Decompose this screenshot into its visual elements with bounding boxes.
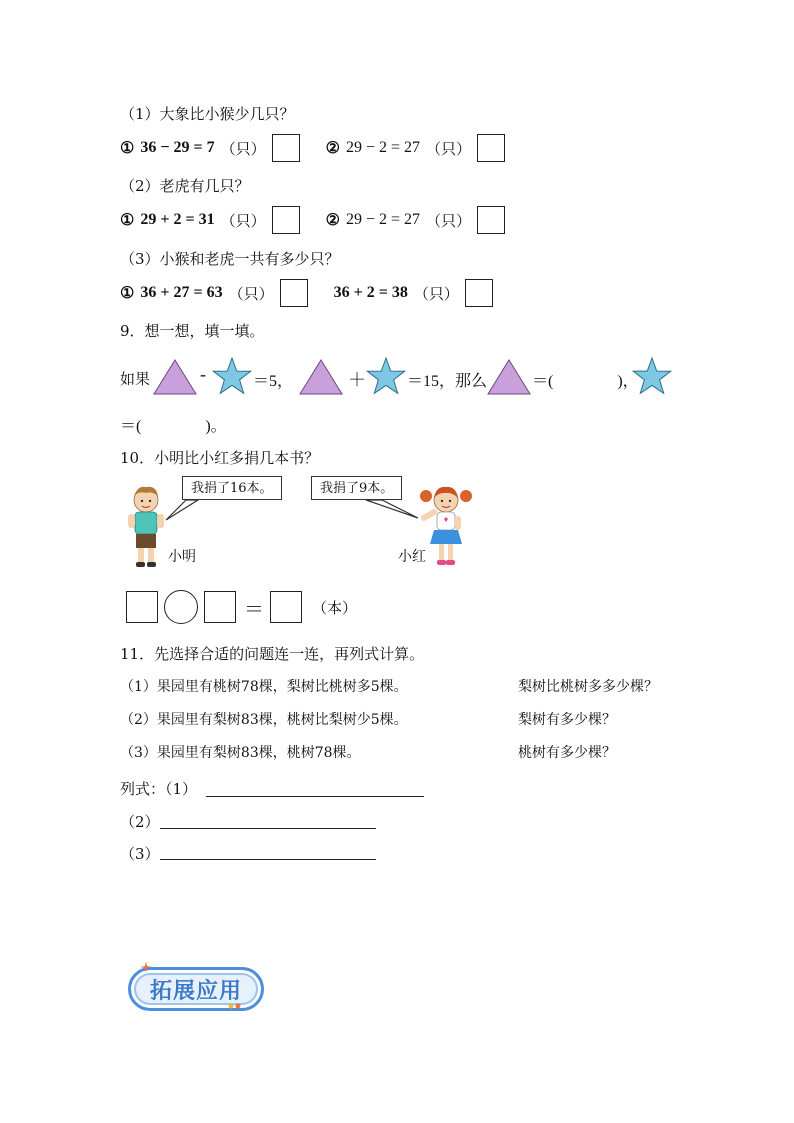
option-unit: （只） <box>425 211 471 230</box>
option-marker: ① <box>120 140 135 157</box>
q8-sub1-options <box>120 134 505 162</box>
formula-line-2[interactable] <box>160 828 376 829</box>
option-expression: 29 − 2 = 27 <box>345 211 420 228</box>
option-expression: 29 − 2 = 27 <box>345 139 420 156</box>
answer-box[interactable] <box>272 206 300 234</box>
answer-box[interactable] <box>477 134 505 162</box>
unit-label: （本） <box>312 599 358 617</box>
answer-box[interactable] <box>465 279 493 307</box>
option-expression: 36 + 27 = 63 <box>140 284 223 301</box>
q8-sub1-title: （1）大象比小猴少几只？ <box>120 105 295 123</box>
option-expression: 36 + 2 = 38 <box>333 284 408 301</box>
q8-sub2-title: （2）老虎有几只？ <box>120 177 250 195</box>
speech-bubble-ming: 我捐了16本。 <box>182 476 282 500</box>
minus-sign: - <box>200 364 206 384</box>
operator-circle[interactable] <box>164 590 198 624</box>
q8-sub2-options <box>120 206 505 234</box>
option-unit: （只） <box>220 139 266 158</box>
star-icon <box>632 357 672 397</box>
formula-line-1[interactable] <box>206 796 424 797</box>
formula-label-2: （2） <box>120 813 160 831</box>
option-unit: （只） <box>425 139 471 158</box>
triangle-icon <box>298 358 344 396</box>
equals-fifteen: ＝15，那么 <box>407 373 488 390</box>
answer-box[interactable] <box>126 591 158 623</box>
formula-label-1: 列式：（1） <box>120 780 198 798</box>
question-item[interactable]: 梨树比桃树多多少棵？ <box>518 679 658 695</box>
boy-name-label: 小明 <box>168 549 196 565</box>
speech-bubble-hong: 我捐了9本。 <box>311 476 402 500</box>
dots-decoration-icon <box>228 1001 242 1011</box>
q11-title: 11．先选择合适的问题连一连，再列式计算。 <box>120 645 425 663</box>
option-marker: ① <box>120 212 135 229</box>
q8-sub3-title: （3）小猴和老虎一共有多少只？ <box>120 250 340 268</box>
triangle-icon <box>486 358 532 396</box>
equals-sign: ＝ <box>244 599 264 621</box>
equals-five: ＝5， <box>253 373 294 390</box>
speech-pointer <box>160 500 200 524</box>
option-expression: 29 + 2 = 31 <box>140 211 215 228</box>
plus-sign: ＋ <box>348 370 366 390</box>
option-unit: （只） <box>220 211 266 230</box>
speech-pointer <box>360 500 420 524</box>
section-banner <box>128 967 264 1011</box>
formula-line-3[interactable] <box>160 859 376 860</box>
answer-box[interactable] <box>204 591 236 623</box>
answer-box[interactable] <box>270 591 302 623</box>
answer-box[interactable] <box>272 134 300 162</box>
boy-illustration <box>124 484 168 568</box>
answer-box[interactable] <box>477 206 505 234</box>
condition-item[interactable]: （1）果园里有桃树78棵，梨树比桃树多5棵。 <box>120 679 408 695</box>
q10-title: 10．小明比小红多捐几本书？ <box>120 449 320 467</box>
formula-label-3: （3） <box>120 845 160 863</box>
question-item[interactable]: 桃树有多少棵？ <box>518 745 616 761</box>
option-unit: （只） <box>228 284 274 303</box>
triangle-icon <box>152 358 198 396</box>
girl-illustration <box>418 484 474 568</box>
q8-sub3-options <box>120 279 493 307</box>
star-icon <box>212 357 252 397</box>
star-answer-blank[interactable]: ＝( )。 <box>120 418 227 435</box>
option-marker: ② <box>325 140 340 157</box>
condition-item[interactable]: （2）果园里有梨树83棵，桃树比梨树少5棵。 <box>120 712 408 728</box>
banner-title: 拓展应用 <box>149 978 242 1004</box>
option-marker: ① <box>120 285 135 302</box>
question-item[interactable]: 梨树有多少棵？ <box>518 712 616 728</box>
option-expression: 36 − 29 = 7 <box>140 139 215 156</box>
answer-box[interactable] <box>280 279 308 307</box>
q9-title: 9．想一想，填一填。 <box>120 322 265 340</box>
star-icon <box>366 357 406 397</box>
condition-item[interactable]: （3）果园里有梨树83棵，桃树78棵。 <box>120 745 361 761</box>
option-marker: ② <box>325 212 340 229</box>
triangle-answer-blank[interactable]: ＝( )， <box>532 373 639 390</box>
sparkle-icon <box>140 961 152 973</box>
option-unit: （只） <box>413 284 459 303</box>
girl-name-label: 小红 <box>398 549 426 565</box>
q9-prefix: 如果 <box>120 370 151 388</box>
